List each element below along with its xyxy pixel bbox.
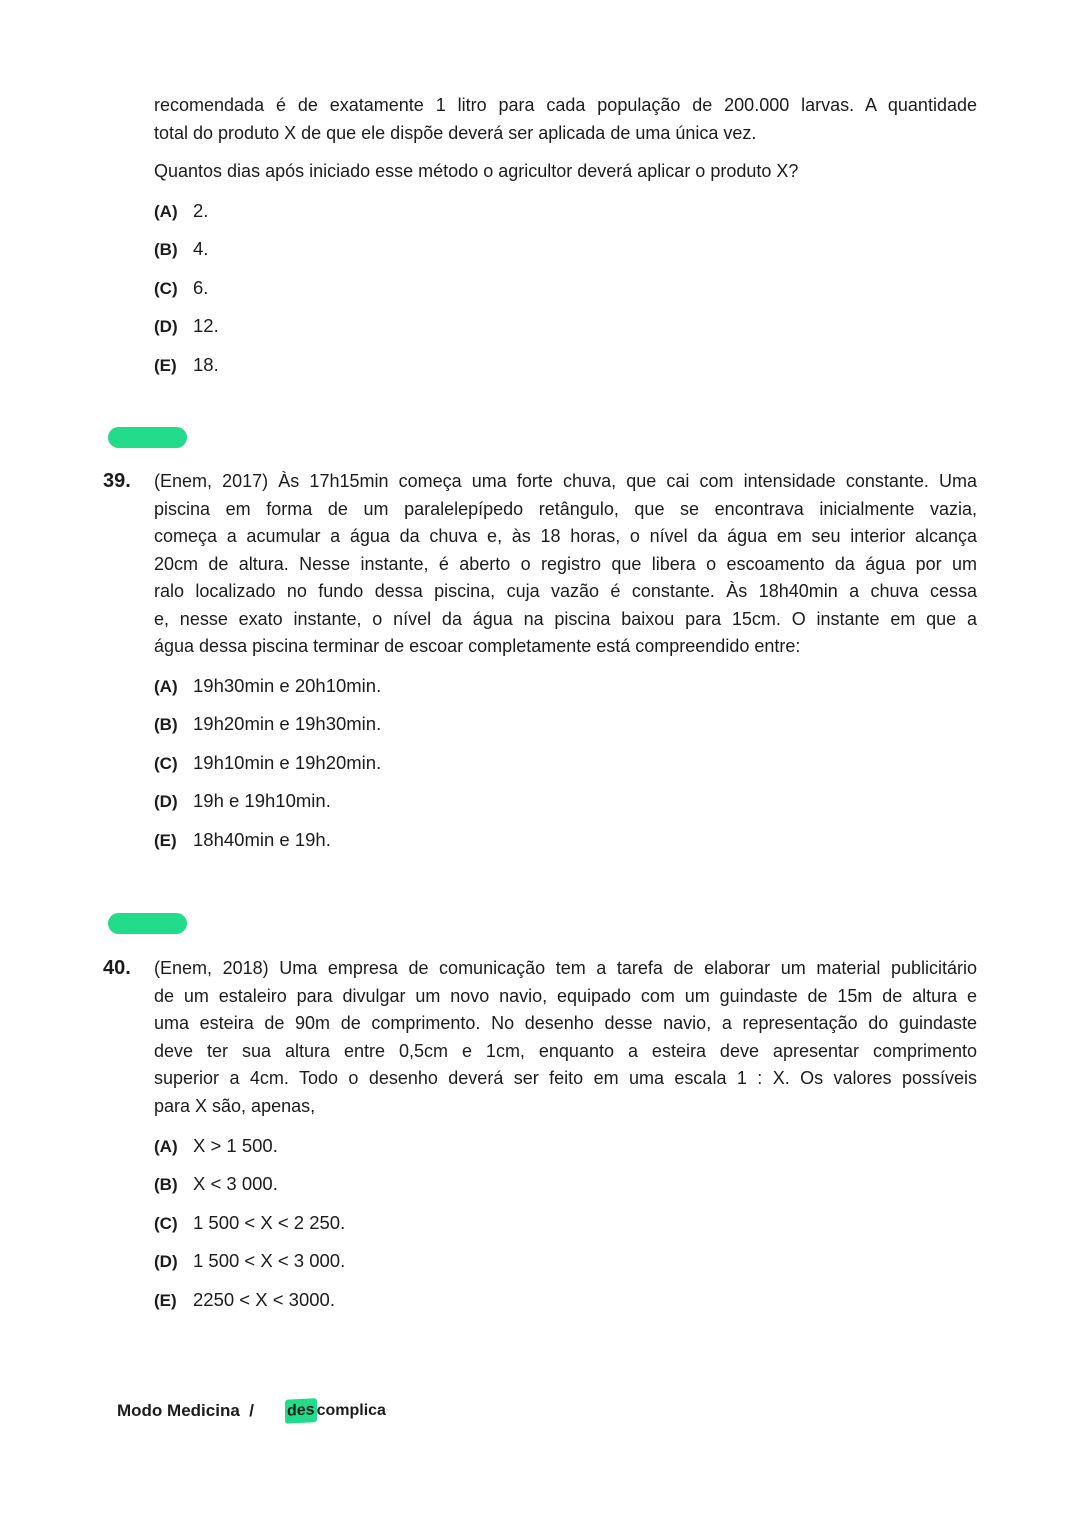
answer-option bbox=[154, 1285, 335, 1315]
option-text: 18. bbox=[193, 353, 219, 375]
option-letter: (D) bbox=[154, 1252, 178, 1272]
option-letter: (B) bbox=[154, 715, 178, 735]
option-text: 1 500 < X < 3 000. bbox=[193, 1250, 346, 1272]
option-text: X < 3 000. bbox=[193, 1173, 278, 1195]
footer-label: Modo Medicina / bbox=[117, 1401, 254, 1420]
answer-option bbox=[154, 311, 219, 341]
option-text: 18h40min e 19h. bbox=[193, 828, 331, 850]
option-letter: (C) bbox=[154, 753, 178, 773]
question-tag-pill bbox=[108, 913, 187, 934]
text-line: uma esteira de 90m de comprimento. No desenho desse navio, a representação do guindaste bbox=[154, 1013, 977, 1033]
descomplica-logo bbox=[285, 1399, 386, 1423]
answer-option bbox=[154, 1246, 345, 1276]
option-letter: (E) bbox=[154, 1290, 177, 1310]
text-line: para X são, apenas, bbox=[154, 1095, 316, 1116]
text-line: água dessa piscina terminar de escoar completamente está compreendido entre: bbox=[154, 636, 801, 656]
answer-option bbox=[154, 1131, 278, 1161]
question-text: Quantos dias após iniciado esse método o agricultor deverá aplicar o produto X? bbox=[154, 161, 799, 181]
option-letter: (D) bbox=[154, 792, 178, 812]
option-text: 12. bbox=[193, 315, 219, 337]
answer-option bbox=[154, 350, 219, 380]
option-text: 6. bbox=[193, 276, 209, 298]
answer-option bbox=[154, 196, 208, 226]
answer-option bbox=[154, 234, 208, 264]
text-line: começa a acumular a água da chuva e, às 18 horas, o nível da água em seu interior alcança bbox=[154, 526, 977, 546]
question-39-text bbox=[154, 468, 977, 661]
option-text: 1 500 < X < 2 250. bbox=[193, 1211, 346, 1233]
option-letter: (C) bbox=[154, 278, 178, 298]
answer-option bbox=[154, 273, 208, 303]
question-number: 39. bbox=[103, 470, 131, 492]
option-letter: (C) bbox=[154, 1213, 178, 1233]
answer-option bbox=[154, 1208, 345, 1238]
answer-option bbox=[154, 1169, 278, 1199]
option-text: 4. bbox=[193, 238, 209, 260]
option-text: X > 1 500. bbox=[193, 1135, 278, 1156]
question-number: 40. bbox=[103, 957, 131, 979]
question-tag-pill bbox=[108, 427, 187, 448]
option-letter: (A) bbox=[154, 677, 178, 696]
text-line: total do produto X de que ele dispõe deverá ser aplicada de uma única vez. bbox=[154, 122, 757, 143]
option-letter: (E) bbox=[154, 355, 177, 375]
text-line: de um estaleiro para divulgar um novo navio, equipado com um guindaste de 15m de altura e bbox=[154, 985, 977, 1006]
option-letter: (A) bbox=[154, 202, 178, 221]
option-text: 19h20min e 19h30min. bbox=[193, 713, 382, 735]
text-line: superior a 4cm. Todo o desenho deverá ser feito em uma escala 1 : X. Os valores possíveis bbox=[154, 1068, 977, 1088]
text-line: recomendada é de exatamente 1 litro para cada população de 200.000 larvas. A quantidade bbox=[154, 95, 977, 115]
logo-rest: complica bbox=[316, 1402, 386, 1419]
logo-des: des bbox=[285, 1398, 317, 1424]
option-text: 2. bbox=[193, 200, 209, 221]
option-text: 2250 < X < 3000. bbox=[193, 1288, 335, 1310]
answer-option bbox=[154, 825, 331, 855]
option-text: 19h10min e 19h20min. bbox=[193, 751, 382, 773]
option-letter: (A) bbox=[154, 1137, 178, 1156]
option-letter: (B) bbox=[154, 240, 178, 260]
option-text: 19h30min e 20h10min. bbox=[193, 675, 382, 696]
answer-option bbox=[154, 786, 331, 816]
option-letter: (B) bbox=[154, 1175, 178, 1195]
text-line: 20cm de altura. Nesse instante, é aberto o registro que libera o escoamento da água por um bbox=[154, 553, 977, 574]
answer-option bbox=[154, 709, 381, 739]
option-letter: (E) bbox=[154, 830, 177, 850]
intro-question bbox=[154, 158, 977, 186]
answer-option bbox=[154, 671, 381, 701]
intro-text bbox=[154, 92, 977, 147]
text-line: (Enem, 2018) Uma empresa de comunicação tem a tarefa de elaborar um material publicitário bbox=[154, 958, 977, 978]
answer-option bbox=[154, 748, 381, 778]
option-letter: (D) bbox=[154, 317, 178, 337]
text-line: (Enem, 2017) Às 17h15min começa uma forte chuva, que cai com intensidade constante. Uma bbox=[154, 471, 977, 491]
text-line: deve ter sua altura entre 0,5cm e 1cm, enquanto a esteira deve apresentar comprimento bbox=[154, 1040, 977, 1061]
option-text: 19h e 19h10min. bbox=[193, 790, 331, 812]
text-line: piscina em forma de um paralelepípedo retângulo, que se encontrava inicialmente vazia, bbox=[154, 498, 977, 519]
text-line: e, nesse exato instante, o nível da água na piscina baixou para 15cm. O instante em que a bbox=[154, 608, 977, 629]
text-line: ralo localizado no fundo dessa piscina, cuja vazão é constante. Às 18h40min a chuva cessa bbox=[154, 581, 977, 601]
question-40-text bbox=[154, 955, 977, 1120]
